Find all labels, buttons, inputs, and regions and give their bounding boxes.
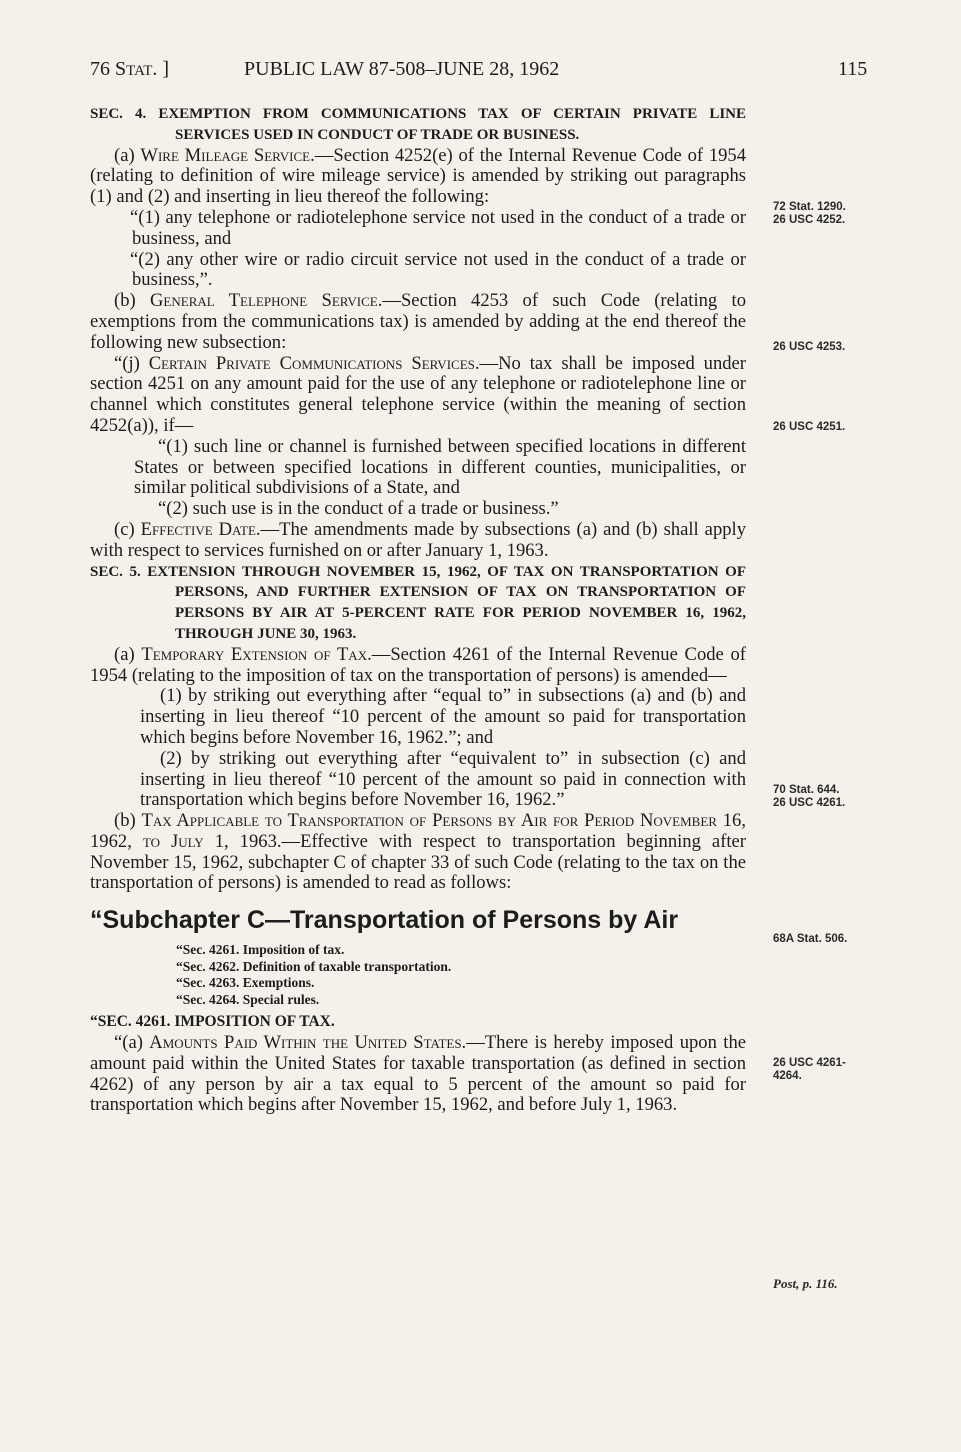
toc-entry: “Sec. 4262. Definition of taxable transportation. bbox=[176, 958, 452, 974]
margin-note: Post, p. 116. bbox=[773, 1276, 838, 1291]
sec4261-subsection-a: “(a) Amounts Paid Within the United States.—There is hereby imposed upon the amount paid within the United States for taxable transportation (as defined in section 4262) of any person by air a tax equal to 5 percent of the amount so paid for transportation which begins after November 15, 1962, and before July 1, 1963. bbox=[90, 1032, 747, 1116]
sec4-j-paragraph-2: “(2) such use is in the conduct of a trade or business.” bbox=[158, 498, 559, 520]
margin-note: 68A Stat. 506. bbox=[773, 933, 848, 945]
toc-entry: “Sec. 4264. Special rules. bbox=[176, 991, 320, 1007]
page-number: 115 bbox=[838, 58, 868, 80]
toc-entry: “Sec. 4263. Exemptions. bbox=[176, 975, 315, 991]
subchapter-title: “Subchapter C—Transportation of Persons by Air bbox=[90, 906, 679, 935]
sec4-subsection-b: (b) General Telephone Service.—Section 4253 of such Code (relating to exemptions from the communications tax) is amended by adding at the end thereof the following new subsection: bbox=[90, 290, 746, 353]
section-4261-heading: “SEC. 4261. IMPOSITION OF TAX. bbox=[90, 1013, 335, 1031]
sec4-j-paragraph-1: “(1) such line or channel is furnished between specified locations in different States or between specified locations in different counties, municipalities, or similar political subdivisions of a State, and bbox=[134, 435, 746, 499]
running-title: PUBLIC LAW 87-508–JUNE 28, 1962 bbox=[244, 58, 560, 80]
section-4-heading: SEC. 4. EXEMPTION FROM COMMUNICATIONS TAX OF CERTAIN PRIVATE LINE SERVICES USED IN CONDUCT OF TRADE OR BUSINESS. bbox=[90, 106, 746, 143]
margin-note: 70 Stat. 644. 26 USC 4261. bbox=[773, 784, 846, 809]
sec5-subsection-b: (b) Tax Applicable to Transportation of Persons by Air for Period November 16, 1962, to July 1, 1963.—Effective with respect to transportation beginning after November 15, 1962, subchapter C of chapter 33 of such Code (relating to the tax on the transportation of persons) is amended to read as follows: bbox=[90, 810, 746, 894]
sec4-subsection-c: (c) Effective Date.—The amendments made by subsections (a) and (b) shall apply with respect to services furnished on or after January 1, 1963. bbox=[90, 518, 746, 561]
margin-note: 26 USC 4253. bbox=[773, 341, 846, 353]
margin-note: 72 Stat. 1290. 26 USC 4252. bbox=[773, 201, 846, 226]
sec5-item-2: (2) by striking out everything after “equivalent to” in subsection (c) and inserting in lieu thereof “10 percent of the amount so paid in connection with transportation which begins before November 16, 1962.” bbox=[140, 747, 746, 811]
toc-entry: “Sec. 4261. Imposition of tax. bbox=[176, 942, 345, 958]
margin-note: 26 USC 4261- 4264. bbox=[773, 1057, 846, 1082]
main-text bbox=[90, 104, 746, 1116]
sec5-item-1: (1) by striking out everything after “equal to” in subsections (a) and (b) and inserting in lieu thereof “10 percent of the amount so paid for transportation which begins before November 16, 1962.”; and bbox=[140, 685, 746, 748]
statute-reference: 76 STAT. ] bbox=[90, 58, 170, 80]
sec5-subsection-a: (a) Temporary Extension of Tax.—Section 4261 of the Internal Revenue Code of 1954 (relating to the imposition of tax on the transportation of persons) is amended— bbox=[90, 643, 746, 686]
sec4-subsection-a: (a) Wire Mileage Service.—Section 4252(e) of the Internal Revenue Code of 1954 (relating to definition of wire mileage service) is amended by striking out paragraphs (1) and (2) and inserting in lieu thereof the following: bbox=[90, 144, 747, 208]
sec4-quote-1: “(1) any telephone or radiotelephone service not used in the conduct of a trade or business, and bbox=[130, 206, 746, 249]
section-5-heading: SEC. 5. EXTENSION THROUGH NOVEMBER 15, 1962, OF TAX ON TRANSPORTATION OF PERSONS, AND FURTHER EXTENSION OF TAX ON TRANSPORTATION OF PERSONS BY AIR AT 5-PERCENT RATE FOR PERIOD NOVEMBER 16, 1962, THROUGH JUNE 30, 1963. bbox=[90, 563, 746, 642]
sec4-subsection-j: “(j) Certain Private Communications Services.—No tax shall be imposed under section 4251 on any amount paid for the use of any telephone or radiotelephone line or channel which constitutes general telephone service (within the meaning of section 4252(a)), if— bbox=[90, 352, 746, 436]
sec4-quote-2: “(2) any other wire or radio circuit service not used in the conduct of a trade or business,”. bbox=[130, 248, 746, 291]
margin-note: 26 USC 4251. bbox=[773, 421, 846, 433]
